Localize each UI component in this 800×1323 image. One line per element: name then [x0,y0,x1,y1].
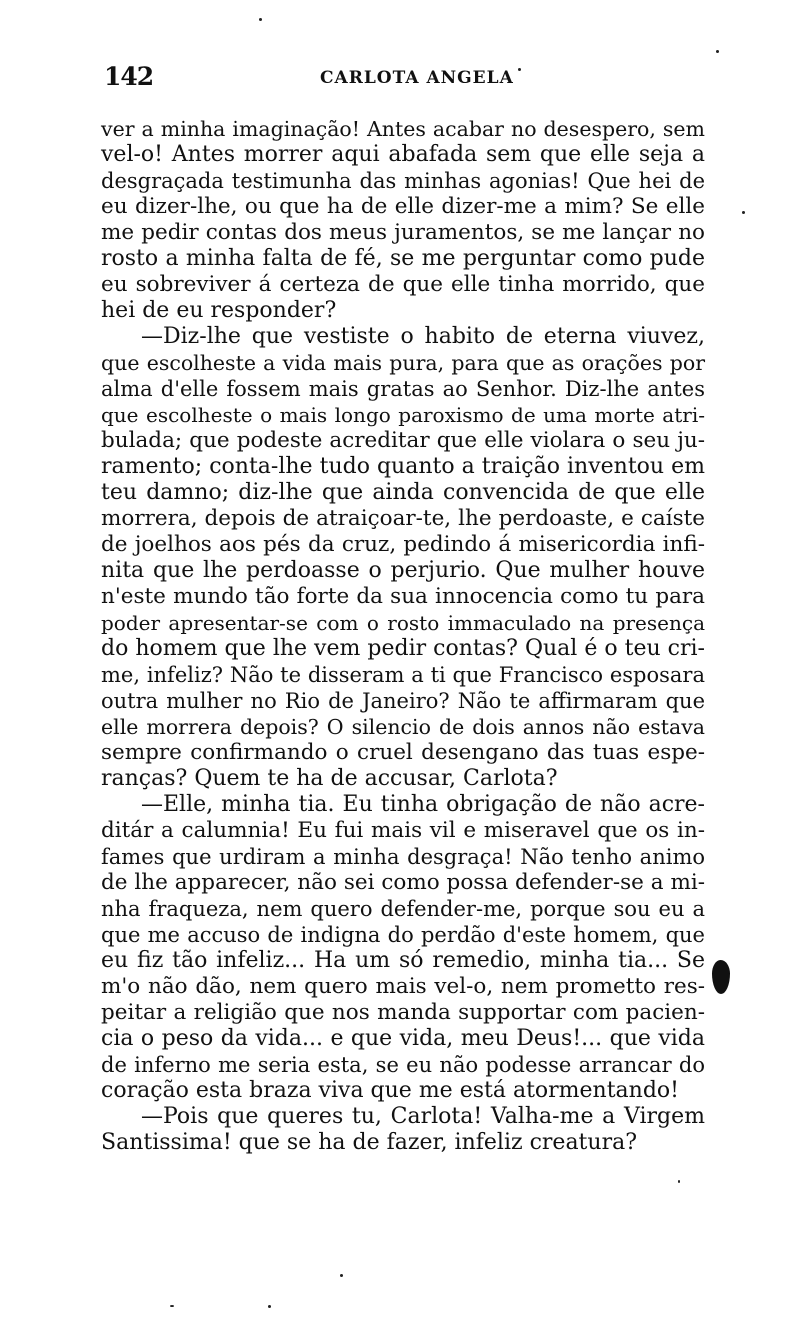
text-line: coração esta braza viva que me está atormentando! [101,1078,680,1103]
text-line: peitar a religião que nos manda supportar com pacien- [101,1000,705,1025]
text-line: fames que urdiram a minha desgraça! Não tenho animo [101,845,705,869]
text-line: elle morrera depois? O silencio de dois annos não estava [101,715,705,739]
text-line: bulada; que podeste acreditar que elle violara o seu ju- [101,428,705,453]
text-line: que me accuso de indigna do perdão d'este homem, que [101,923,705,947]
text-line: rosto a minha falta de fé, se me perguntar como pude [101,246,705,271]
text-line: de lhe apparecer, não sei como possa defender-se a mi- [101,870,705,895]
text-line: me, infeliz? Não te disseram a ti que Francisco esposara [101,663,705,687]
text-line: eu fiz tão infeliz... Ha um só remedio, minha tia... Se [101,948,705,973]
text-line: que escolheste o mais longo paroxismo de uma morte atri- [101,403,705,427]
text-line: sempre confirmando o cruel desengano das tuas espe- [101,740,705,765]
text-line: poder apresentar-se com o rosto immaculado na presença [101,611,705,635]
body-text [101,116,705,1156]
text-line: —Elle, minha tia. Eu tinha obrigação de não acre- [141,792,705,817]
print-speck [268,1305,271,1308]
text-line: me pedir contas dos meus juramentos, se me lançar no [101,220,705,245]
text-line: nita que lhe perdoasse o perjurio. Que mulher houve [101,558,705,583]
text-line: morrera, depois de atraiçoar-te, lhe perdoaste, e caíste [101,506,705,531]
text-line: alma d'elle fossem mais gratas ao Senhor. Diz-lhe antes [101,377,705,401]
paragraph [101,324,705,792]
running-head: CARLOTA ANGELA [320,68,514,88]
print-speck [678,1180,680,1183]
text-line: cia o peso da vida... e que vida, meu Deus!... que vida [101,1026,705,1051]
text-line: teu damno; diz-lhe que ainda convencida de que elle [101,480,705,505]
paragraph [101,1104,705,1156]
text-line: Santissima! que se ha de fazer, infeliz creatura? [101,1130,637,1155]
page-header [104,62,704,92]
text-line: nha fraqueza, nem quero defender-me, porque sou eu a [101,897,705,921]
text-line: outra mulher no Rio de Janeiro? Não te affirmaram que [101,689,705,713]
print-speck [742,211,745,214]
text-line: eu sobreviver á certeza de que elle tinha morrido, que [101,272,705,297]
paragraph [101,792,705,1104]
ink-blot [712,960,730,994]
print-speck [340,1274,343,1277]
text-line: —Diz-lhe que vestiste o habito de eterna viuvez, [141,324,705,349]
print-speck [170,1305,174,1307]
text-line: de inferno me seria esta, se eu não podesse arrancar do [101,1053,705,1077]
text-line: vel-o! Antes morrer aqui abafada sem que elle seja a [101,142,705,167]
text-line: ramento; conta-lhe tudo quanto a traição inventou em [101,454,705,479]
text-line: do homem que lhe vem pedir contas? Qual é o teu cri- [101,636,705,661]
print-speck [518,68,521,71]
print-speck [259,18,262,21]
text-line: ditár a calumnia! Eu fui mais vil e miseravel que os in- [101,818,705,843]
text-line: m'o não dão, nem quero mais vel-o, nem prometto res- [101,974,705,999]
page-number: 142 [104,62,154,91]
text-line: eu dizer-lhe, ou que ha de elle dizer-me a mim? Se elle [101,194,705,219]
text-line: que escolheste a vida mais pura, para que as orações por [101,351,705,375]
text-line: hei de eu responder? [101,298,337,323]
text-line: —Pois que queres tu, Carlota! Valha-me a Virgem [141,1104,705,1129]
text-line: ranças? Quem te ha de accusar, Carlota? [101,766,558,791]
text-line: ver a minha imaginação! Antes acabar no desespero, sem [101,117,705,141]
text-line: de joelhos aos pés da cruz, pedindo á misericordia infi- [101,532,705,557]
text-line: n'este mundo tão forte da sua innocencia como tu para [101,584,705,609]
text-line: desgraçada testimunha das minhas agonias! Que hei de [101,169,705,193]
paragraph [101,116,705,324]
print-speck [716,50,719,53]
